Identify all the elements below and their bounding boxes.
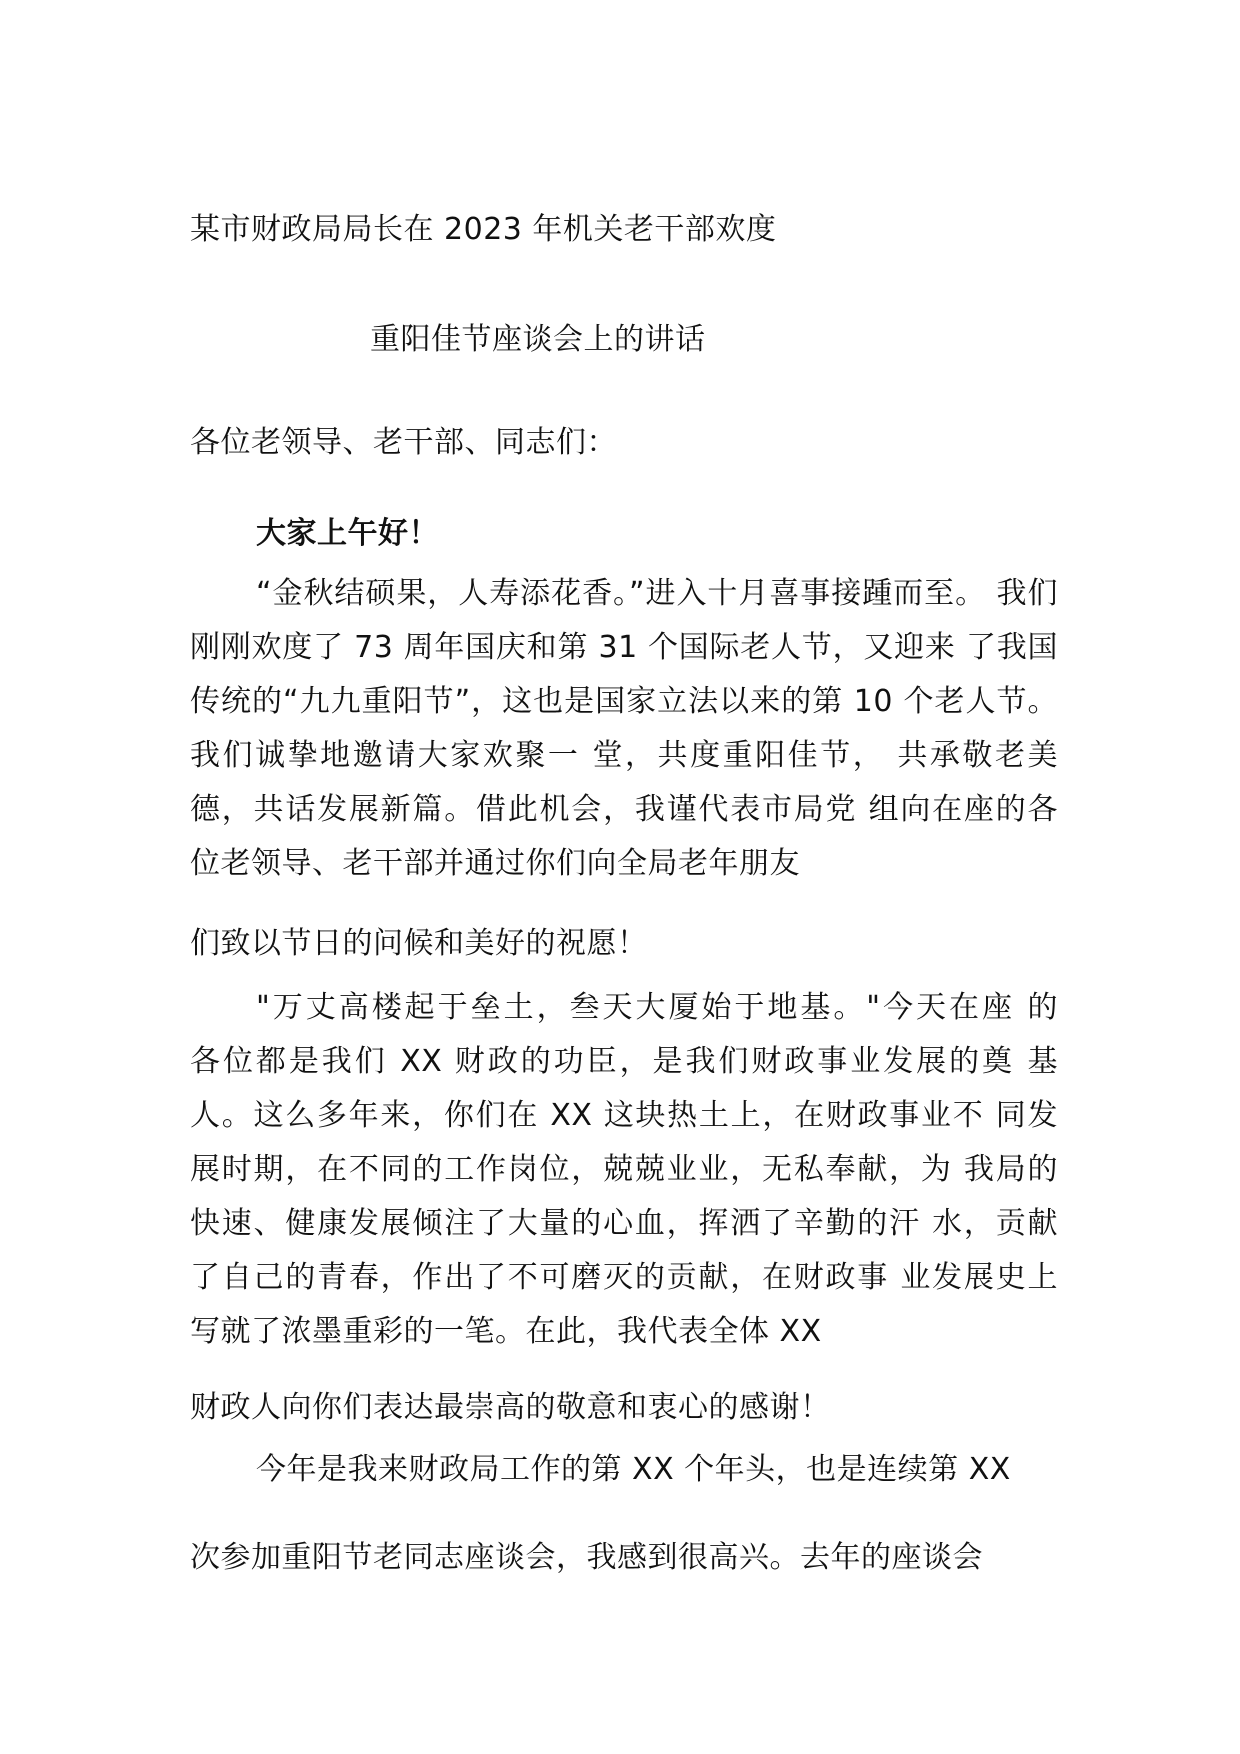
paragraph2-line: 了自己的青春，作出了不可磨灭的贡献，在财政事 业发展史上 [190, 1260, 1058, 1295]
paragraph2-line: 写就了浓墨重彩的一笔。在此，我代表全体 XX [190, 1314, 822, 1349]
title-line-1: 某市财政局局长在 2023 年机关老干部欢度 [190, 212, 777, 247]
paragraph1-line: 位老领导、老干部并通过你们向全局老年朋友 [190, 846, 800, 881]
paragraph2-line: 各位都是我们 XX 财政的功臣，是我们财政事业发展的奠 基 [190, 1044, 1058, 1079]
greeting: 大家上午好！ [256, 516, 439, 551]
title-line-2: 重阳佳节座谈会上的讲话 [370, 322, 706, 357]
paragraph1-line: 德，共话发展新篇。借此机会，我谨代表市局党 组向在座的各 [190, 792, 1058, 827]
paragraph3-line: 次参加重阳节老同志座谈会，我感到很高兴。去年的座谈会 [190, 1540, 983, 1575]
salutation: 各位老领导、老干部、同志们： [190, 425, 617, 460]
paragraph1-line: “金秋结硕果，人寿添花香。”进入十月喜事接踵而至。 我们 [256, 576, 1058, 611]
paragraph1-line: 我们诚挚地邀请大家欢聚一 堂，共度重阳佳节， 共承敬老美 [190, 738, 1058, 773]
paragraph2-line: 人。这么多年来，你们在 XX 这块热土上，在财政事业不 同发 [190, 1098, 1058, 1133]
paragraph2-line: 财政人向你们表达最崇高的敬意和衷心的感谢！ [190, 1390, 831, 1425]
paragraph2-line: "万丈高楼起于垒土，叁天大厦始于地基。"今天在座 的 [256, 990, 1058, 1025]
paragraph1-line: 刚刚欢度了 73 周年国庆和第 31 个国际老人节，又迎来 了我国 [190, 630, 1058, 665]
paragraph3-line: 今年是我来财政局工作的第 XX 个年头，也是连续第 XX [256, 1452, 1011, 1487]
paragraph2-line: 展时期，在不同的工作岗位，兢兢业业，无私奉献，为 我局的 [190, 1152, 1058, 1187]
paragraph2-line: 快速、健康发展倾注了大量的心血，挥洒了辛勤的汗 水，贡献 [190, 1206, 1058, 1241]
paragraph1-line: 们致以节日的问候和美好的祝愿！ [190, 926, 648, 961]
paragraph1-line: 传统的“九九重阳节”，这也是国家立法以来的第 10 个老人节。 [190, 684, 1058, 719]
